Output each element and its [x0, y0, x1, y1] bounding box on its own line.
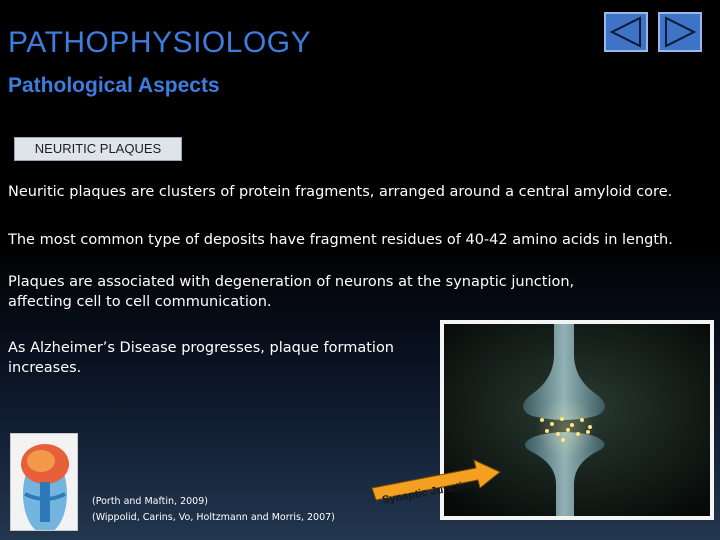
- next-slide-button[interactable]: [658, 12, 702, 52]
- slide-subtitle: Pathological Aspects: [8, 74, 220, 97]
- citation-line: (Porth and Maftin, 2009): [92, 496, 208, 507]
- paragraph-plaques-definition: Neuritic plaques are clusters of protein fragments, arranged around a central amyloid core.: [8, 184, 673, 200]
- slide-navigation: [604, 12, 702, 52]
- citation-line: (Wippolid, Carins, Vo, Holtzmann and Morris, 2007): [92, 512, 335, 523]
- arrow-label: Synaptic Junction: [381, 478, 477, 506]
- paragraph-deposit-type: The most common type of deposits have fragment residues of 40-42 amino acids in length.: [8, 232, 673, 248]
- slide-title: PATHOPHYSIOLOGY: [8, 26, 312, 59]
- section-tag: NEURITIC PLAQUES: [14, 137, 182, 161]
- triangle-left-icon: [608, 16, 644, 48]
- previous-slide-button[interactable]: [604, 12, 648, 52]
- triangle-right-icon: [662, 16, 698, 48]
- paragraph-neuron-degeneration: Plaques are associated with degeneration of neurons at the synaptic junction, affecting cell to cell communication.: [8, 274, 575, 310]
- brain-illustration: [10, 433, 78, 531]
- synaptic-junction-arrow: [366, 458, 506, 506]
- paragraph-disease-progression: As Alzheimer’s Disease progresses, plaque formation increases.: [8, 340, 394, 376]
- citations: [92, 494, 335, 526]
